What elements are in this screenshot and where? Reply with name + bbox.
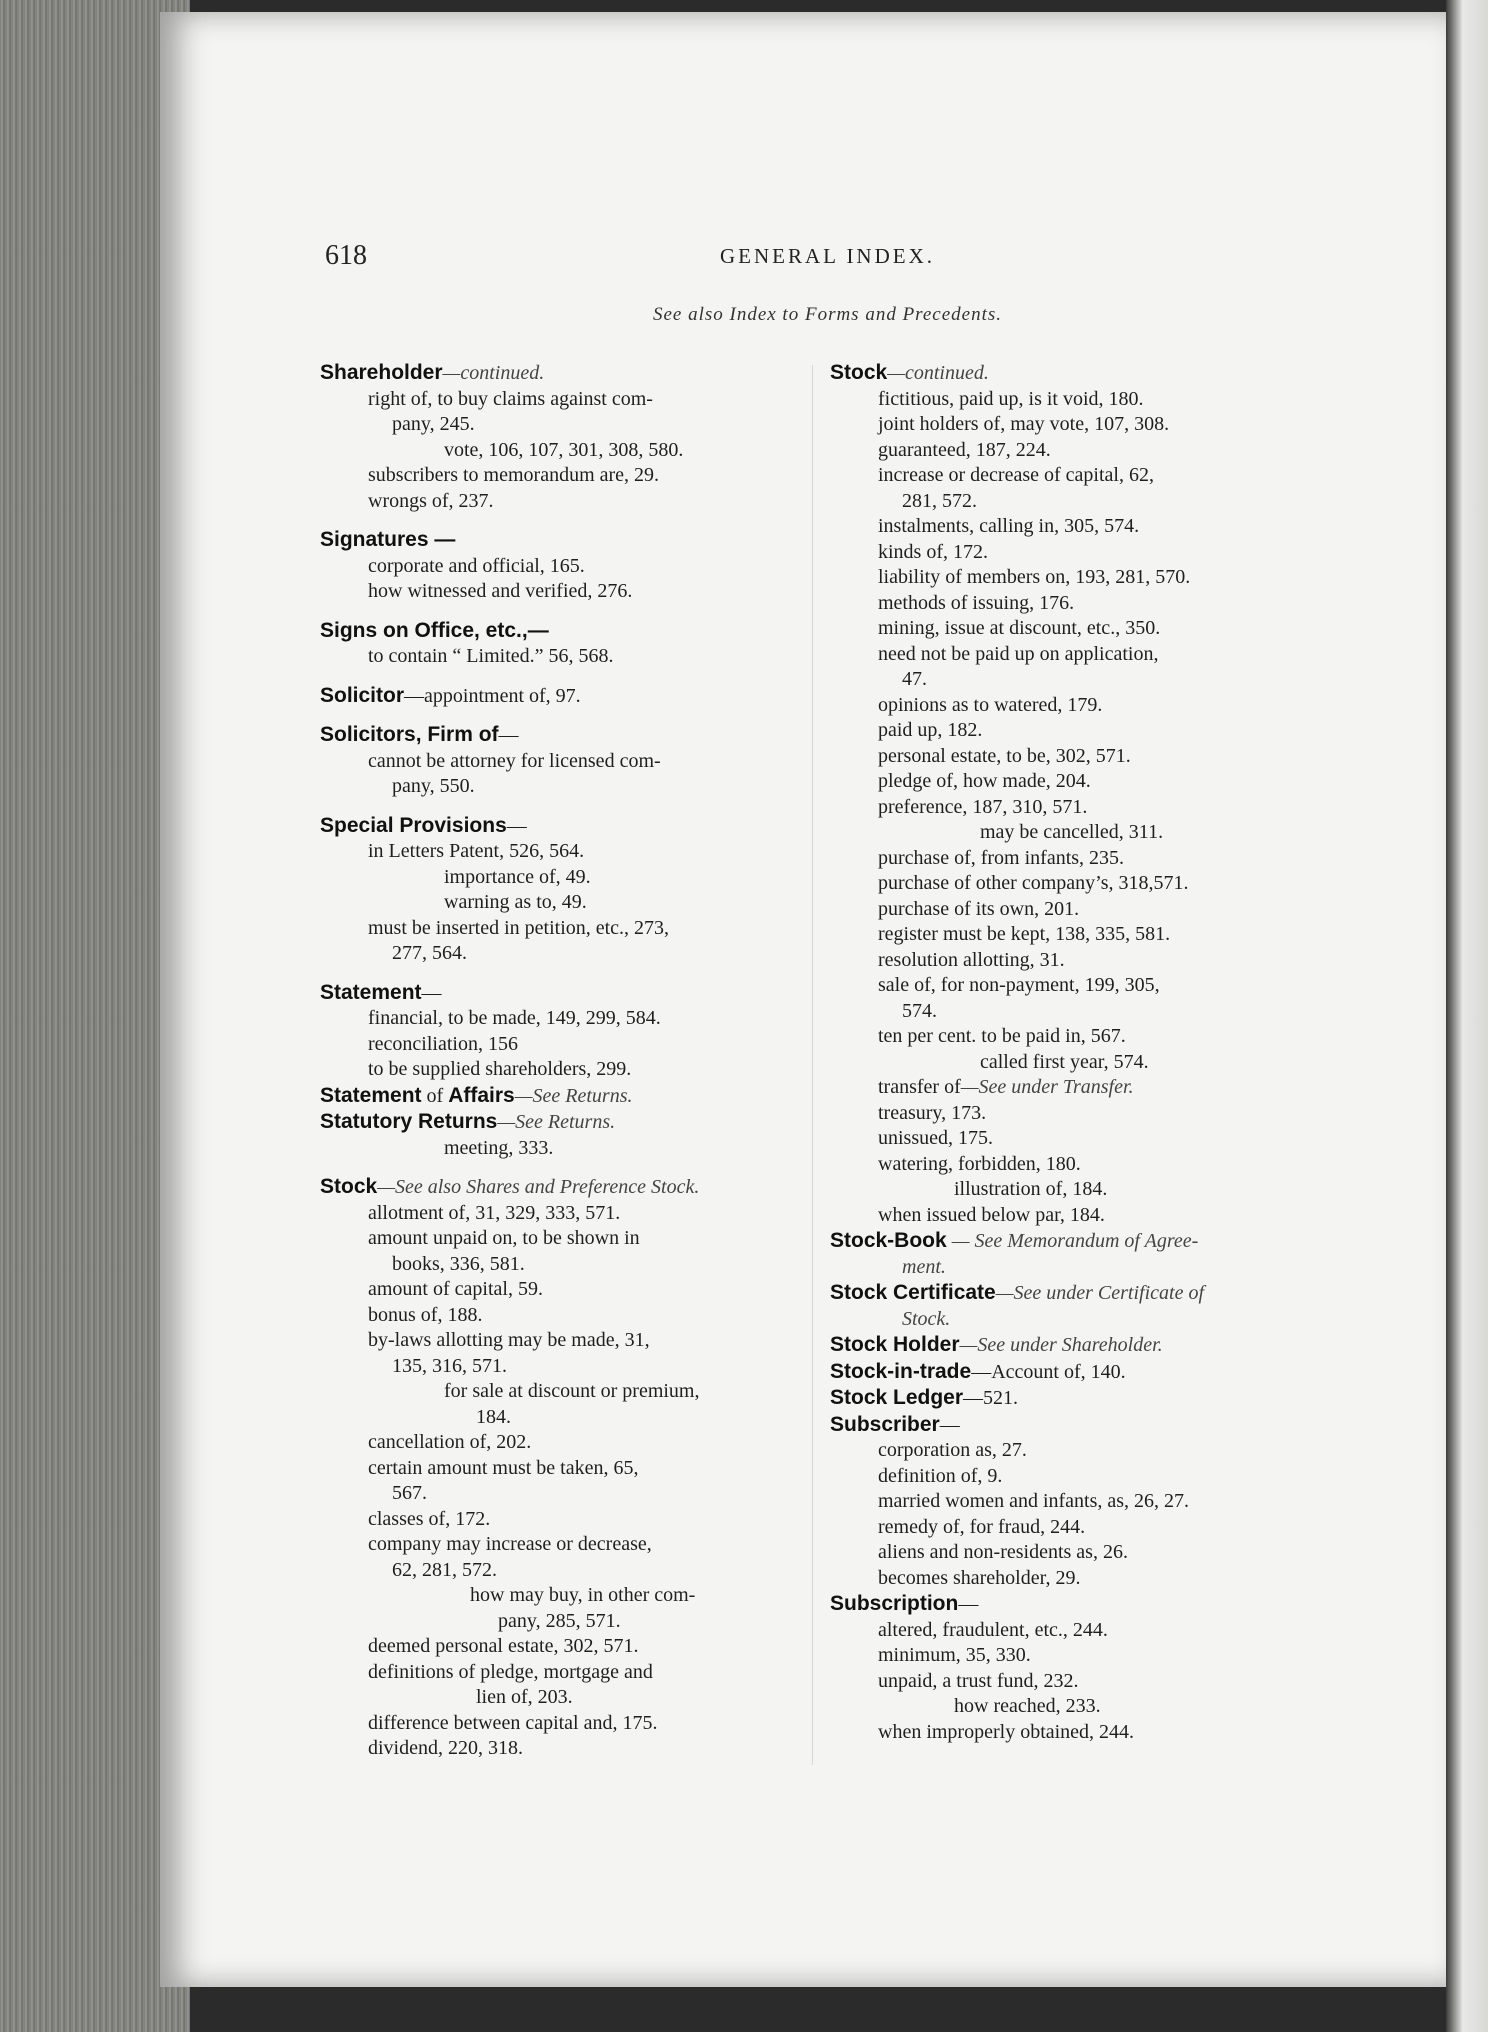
index-entry <box>830 693 1320 719</box>
entry-text: classes of, 172. <box>368 1507 491 1530</box>
index-entry <box>320 412 810 438</box>
entry-text: reconciliation, 156 <box>368 1032 518 1055</box>
entry-text: 277, 564. <box>392 942 467 964</box>
index-entry <box>320 1032 810 1058</box>
index-entry <box>830 565 1320 591</box>
index-entry <box>830 591 1320 617</box>
index-entry <box>830 1566 1320 1592</box>
index-entry <box>320 1354 810 1380</box>
index-entry <box>830 667 1320 693</box>
entry-cross-reference: —See under Shareholder. <box>959 1334 1163 1356</box>
index-entry <box>320 722 810 749</box>
index-entry <box>830 1669 1320 1695</box>
index-entry <box>830 387 1320 413</box>
index-entry <box>830 1618 1320 1644</box>
index-entry <box>320 527 810 554</box>
index-entry <box>830 489 1320 515</box>
entry-text: fictitious, paid up, is it void, 180. <box>878 387 1144 410</box>
entry-text: deemed personal estate, 302, 571. <box>368 1635 639 1657</box>
entry-text: aliens and non-residents as, 26. <box>878 1541 1128 1563</box>
entry-text: of <box>421 1084 449 1107</box>
entry-text: need not be paid up on application, <box>878 642 1159 665</box>
entry-text: books, 336, 581. <box>392 1252 525 1275</box>
entry-heading: Signatures — <box>320 528 456 551</box>
entry-text: importance of, 49. <box>444 865 591 888</box>
entry-text: how witnessed and verified, 276. <box>368 580 633 602</box>
entry-text: increase or decrease of capital, 62, <box>878 464 1154 486</box>
index-entry <box>830 438 1320 464</box>
entry-text: may be cancelled, 311. <box>980 821 1164 843</box>
entry-text: pledge of, how made, 204. <box>878 770 1091 792</box>
index-entry <box>830 1203 1320 1229</box>
entry-text: register must be kept, 138, 335, 581. <box>878 923 1171 945</box>
index-entry <box>320 865 810 891</box>
entry-heading: Stock Ledger <box>830 1386 964 1409</box>
index-entry <box>320 618 810 645</box>
entry-heading: Affairs <box>448 1083 515 1107</box>
index-entry <box>830 1489 1320 1515</box>
index-entry <box>830 1540 1320 1566</box>
entry-text: purchase of other company’s, 318,571. <box>878 872 1189 894</box>
entry-text: preference, 187, 310, 571. <box>878 795 1088 818</box>
index-entry <box>830 1177 1320 1203</box>
index-entry <box>830 769 1320 795</box>
index-entry <box>830 1412 1320 1439</box>
index-entry <box>830 897 1320 923</box>
entry-text: when issued below par, 184. <box>878 1203 1105 1226</box>
entry-text: instalments, calling in, 305, 574. <box>878 515 1140 537</box>
entry-text: purchase of its own, 201. <box>878 897 1080 920</box>
index-entry <box>320 463 810 489</box>
index-entry <box>830 1332 1320 1359</box>
entry-text: joint holders of, may vote, 107, 308. <box>878 413 1170 435</box>
entry-text: 567. <box>392 1482 427 1504</box>
entry-text: definitions of pledge, mortgage and <box>368 1660 653 1683</box>
index-entry <box>320 1634 810 1660</box>
index-entry <box>320 360 810 387</box>
index-entry <box>320 1685 810 1711</box>
index-entry <box>830 1050 1320 1076</box>
entry-heading: Solicitor <box>320 683 405 707</box>
index-entry <box>830 514 1320 540</box>
entry-cross-reference: —continued. <box>887 362 989 384</box>
entry-text: vote, 106, 107, 301, 308, 580. <box>444 438 684 461</box>
index-entry <box>320 554 810 580</box>
index-entry <box>320 1226 810 1252</box>
entry-heading: Statement <box>320 980 422 1004</box>
entry-text: unpaid, a trust fund, 232. <box>878 1669 1079 1692</box>
entry-cross-reference: —See also Shares and Preference Stock. <box>377 1176 700 1198</box>
index-entry <box>320 813 810 840</box>
entry-heading: Statement <box>320 1083 422 1107</box>
entry-text: 184. <box>476 1405 511 1428</box>
entry-text: difference between capital and, 175. <box>368 1711 658 1734</box>
entry-cross-reference: — See Memorandum of Agree- <box>946 1230 1199 1252</box>
entry-text: — <box>939 1413 960 1436</box>
entry-text: altered, fraudulent, etc., 244. <box>878 1618 1108 1641</box>
index-entry <box>320 1109 810 1136</box>
entry-text: personal estate, to be, 302, 571. <box>878 744 1131 767</box>
index-entry <box>830 744 1320 770</box>
index-entry <box>830 1359 1320 1386</box>
page-number: 618 <box>325 240 367 271</box>
index-entry <box>830 463 1320 489</box>
running-title: GENERAL INDEX. <box>719 244 936 268</box>
entry-text: pany, 245. <box>392 413 475 435</box>
index-entry <box>320 1558 810 1584</box>
index-entry <box>320 1277 810 1303</box>
entry-text: amount of capital, 59. <box>368 1278 543 1300</box>
entry-text: —Account of, 140. <box>971 1360 1126 1383</box>
entry-text: called first year, 574. <box>980 1050 1149 1073</box>
entry-text: watering, forbidden, 180. <box>878 1152 1081 1175</box>
index-entry <box>830 846 1320 872</box>
entry-text: remedy of, for fraud, 244. <box>878 1515 1086 1538</box>
entry-cross-reference: ment. <box>902 1255 946 1278</box>
entry-heading: Stock <box>320 1175 378 1198</box>
entry-heading: Subscription <box>830 1592 959 1615</box>
entry-text: pany, 285, 571. <box>498 1609 621 1632</box>
index-entry <box>320 1736 810 1762</box>
entry-heading: Stock <box>830 361 888 384</box>
index-entry <box>320 1583 810 1609</box>
index-entry <box>830 1152 1320 1178</box>
index-entry <box>320 749 810 775</box>
entry-text: meeting, 333. <box>444 1136 554 1159</box>
entry-text: corporation as, 27. <box>878 1439 1027 1461</box>
entry-text: how may buy, in other com- <box>470 1584 696 1606</box>
entry-text: dividend, 220, 318. <box>368 1737 523 1759</box>
index-entry <box>830 1515 1320 1541</box>
entry-text: methods of issuing, 176. <box>878 591 1075 614</box>
index-entry <box>830 948 1320 974</box>
entry-text: ten per cent. to be paid in, 567. <box>878 1025 1126 1047</box>
entry-text: sale of, for non-payment, 199, 305, <box>878 974 1160 996</box>
index-entry <box>320 1379 810 1405</box>
index-entry <box>830 1720 1320 1746</box>
entry-text: purchase of, from infants, 235. <box>878 846 1125 869</box>
index-entry <box>830 360 1320 387</box>
entry-text: amount unpaid on, to be shown in <box>368 1227 640 1249</box>
entry-text: — <box>958 1593 979 1615</box>
entry-text: for sale at discount or premium, <box>444 1380 700 1402</box>
index-entry <box>320 1303 810 1329</box>
entry-text: to contain “ Limited.” 56, 568. <box>368 645 614 667</box>
facing-page-edge <box>1446 0 1488 2032</box>
entry-text: resolution allotting, 31. <box>878 948 1065 971</box>
index-entry <box>320 644 810 670</box>
entry-text: how reached, 233. <box>954 1695 1101 1717</box>
entry-cross-reference: —See Returns. <box>514 1084 633 1107</box>
entry-text: company may increase or decrease, <box>368 1533 652 1555</box>
index-entry <box>320 1136 810 1162</box>
index-entry <box>830 642 1320 668</box>
index-entry <box>320 387 810 413</box>
index-column-right <box>830 360 1320 1745</box>
index-entry <box>320 438 810 464</box>
entry-heading: Stock-in-trade <box>830 1359 972 1383</box>
entry-text: 574. <box>902 999 937 1022</box>
page-header <box>325 240 1330 280</box>
entry-text: — <box>506 814 527 837</box>
index-entry <box>830 1126 1320 1152</box>
index-entry <box>320 1201 810 1227</box>
entry-heading: Solicitors, Firm of <box>320 723 499 746</box>
entry-text: to be supplied shareholders, 299. <box>368 1058 632 1080</box>
index-entry <box>830 795 1320 821</box>
entry-text: —521. <box>963 1387 1019 1409</box>
index-entry <box>830 1255 1320 1281</box>
index-entry <box>830 1024 1320 1050</box>
entry-heading: Signs on Office, etc.,— <box>320 618 549 642</box>
index-entry <box>830 1075 1320 1101</box>
index-column-left <box>320 360 810 1762</box>
entry-text: by-laws allotting may be made, 31, <box>368 1329 650 1351</box>
entry-text: warning as to, 49. <box>444 891 587 913</box>
column-divider <box>812 365 813 1765</box>
entry-text: right of, to buy claims against com- <box>368 387 653 410</box>
entry-text: guaranteed, 187, 224. <box>878 438 1051 461</box>
index-entry <box>320 1660 810 1686</box>
entry-heading: Shareholder <box>320 361 443 384</box>
entry-text: mining, issue at discount, etc., 350. <box>878 617 1161 639</box>
entry-text: 62, 281, 572. <box>392 1558 497 1581</box>
entry-text: 135, 316, 571. <box>392 1354 507 1377</box>
index-entry <box>830 1591 1320 1618</box>
entry-text: lien of, 203. <box>476 1686 573 1708</box>
entry-cross-reference: —See Returns. <box>497 1111 616 1133</box>
entry-text: subscribers to memorandum are, 29. <box>368 464 660 486</box>
index-entry <box>830 1464 1320 1490</box>
entry-heading: Stock Holder <box>830 1333 960 1356</box>
index-entry <box>320 774 810 800</box>
entry-text: corporate and official, 165. <box>368 554 585 577</box>
entry-text: paid up, 182. <box>878 719 983 741</box>
entry-text: pany, 550. <box>392 775 475 797</box>
index-entry <box>830 1694 1320 1720</box>
index-entry <box>830 1228 1320 1255</box>
index-entry <box>320 1328 810 1354</box>
entry-text: kinds of, 172. <box>878 540 988 563</box>
entry-text: transfer of <box>878 1076 961 1098</box>
index-entry <box>830 973 1320 999</box>
index-entry <box>320 1609 810 1635</box>
entry-heading: Subscriber <box>830 1412 940 1436</box>
index-entry <box>830 871 1320 897</box>
index-entry <box>320 1711 810 1737</box>
entry-text: 281, 572. <box>902 489 977 512</box>
index-entry <box>830 1307 1320 1333</box>
index-entry <box>830 412 1320 438</box>
entry-text: wrongs of, 237. <box>368 489 494 512</box>
index-entry <box>830 1643 1320 1669</box>
entry-heading: Stock Certificate <box>830 1281 996 1304</box>
index-entry <box>830 718 1320 744</box>
entry-text: financial, to be made, 149, 299, 584. <box>368 1007 661 1029</box>
entry-text: must be inserted in petition, etc., 273, <box>368 916 670 939</box>
index-entry <box>830 540 1320 566</box>
index-entry <box>320 1532 810 1558</box>
index-entry <box>320 1507 810 1533</box>
entry-heading: Statutory Returns <box>320 1110 498 1133</box>
index-entry <box>320 839 810 865</box>
entry-cross-reference: Stock. <box>902 1307 951 1330</box>
entry-heading: Special Provisions <box>320 813 507 837</box>
entry-text: in Letters Patent, 526, 564. <box>368 840 585 862</box>
index-entry <box>320 980 810 1007</box>
entry-text: treasury, 173. <box>878 1101 987 1124</box>
index-entry <box>320 1405 810 1431</box>
entry-text: — <box>498 724 519 746</box>
entry-text: married women and infants, as, 26, 27. <box>878 1490 1190 1512</box>
entry-text: certain amount must be taken, 65, <box>368 1456 639 1479</box>
index-entry <box>320 683 810 710</box>
index-entry <box>320 941 810 967</box>
index-entry <box>830 616 1320 642</box>
index-entry <box>320 1252 810 1278</box>
index-entry <box>320 489 810 515</box>
index-entry <box>320 916 810 942</box>
index-entry <box>830 820 1320 846</box>
index-entry <box>320 1083 810 1110</box>
entry-text: liability of members on, 193, 281, 570. <box>878 566 1191 588</box>
index-entry <box>830 1438 1320 1464</box>
index-entry <box>830 922 1320 948</box>
see-also-note: See also Index to Forms and Precedents. <box>652 304 1003 325</box>
index-entry <box>320 890 810 916</box>
index-entry <box>320 579 810 605</box>
entry-heading: Stock-Book <box>830 1229 947 1252</box>
entry-text: allotment of, 31, 329, 333, 571. <box>368 1201 621 1224</box>
entry-text: cannot be attorney for licensed com- <box>368 749 661 772</box>
index-entry <box>320 1456 810 1482</box>
entry-text: 47. <box>902 668 927 690</box>
index-entry <box>830 999 1320 1025</box>
index-entry <box>320 1430 810 1456</box>
entry-cross-reference: —See under Transfer. <box>960 1076 1134 1098</box>
index-entry <box>320 1481 810 1507</box>
entry-text: becomes shareholder, 29. <box>878 1566 1081 1589</box>
entry-text: opinions as to watered, 179. <box>878 693 1103 716</box>
index-entry <box>320 1006 810 1032</box>
entry-cross-reference: —See under Certificate of <box>995 1282 1205 1304</box>
index-entry <box>830 1101 1320 1127</box>
entry-text: — <box>421 981 442 1004</box>
entry-cross-reference: —continued. <box>442 362 545 384</box>
entry-text: minimum, 35, 330. <box>878 1644 1031 1666</box>
index-entry <box>320 1174 810 1201</box>
index-entry <box>830 1385 1320 1412</box>
entry-text: when improperly obtained, 244. <box>878 1720 1135 1743</box>
index-entry <box>830 1280 1320 1307</box>
index-entry <box>320 1057 810 1083</box>
entry-text: unissued, 175. <box>878 1127 993 1149</box>
entry-text: illustration of, 184. <box>954 1178 1108 1200</box>
entry-text: cancellation of, 202. <box>368 1431 532 1453</box>
entry-text: —appointment of, 97. <box>404 684 581 707</box>
entry-text: definition of, 9. <box>878 1464 1003 1487</box>
entry-text: bonus of, 188. <box>368 1303 483 1326</box>
